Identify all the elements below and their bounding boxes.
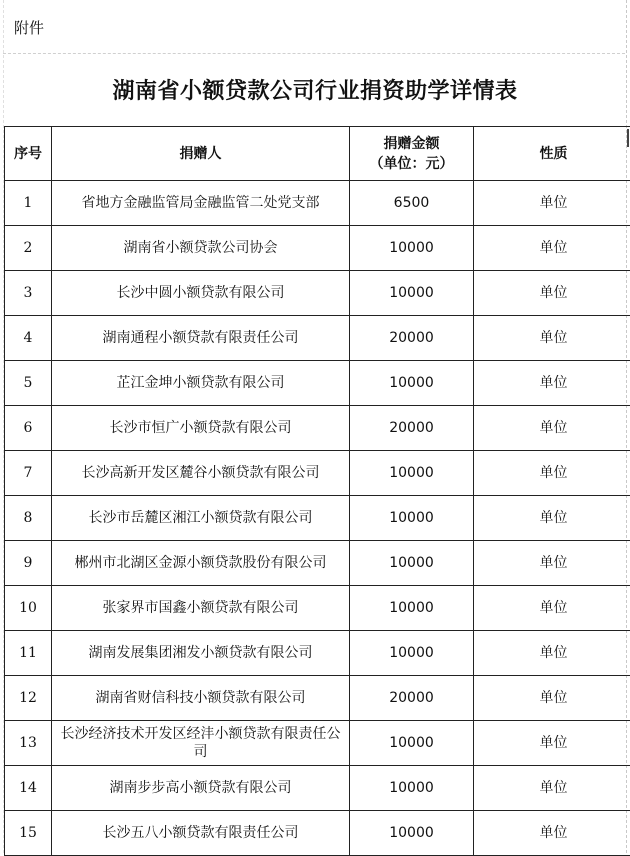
cell-donor: 湖南步步高小额贷款有限公司: [52, 766, 350, 811]
table-row: [5, 451, 630, 496]
cell-donor: 长沙市岳麓区湘江小额贷款有限公司: [52, 496, 350, 541]
cell-donor: 芷江金坤小额贷款有限公司: [52, 361, 350, 406]
table-row: [5, 721, 630, 766]
cell-amount: 10000: [350, 586, 474, 631]
cell-type: 单位: [474, 271, 630, 316]
cell-donor: 湖南通程小额贷款有限责任公司: [52, 316, 350, 361]
cell-donor: 长沙中圆小额贷款有限公司: [52, 271, 350, 316]
cell-type: 单位: [474, 226, 630, 271]
table-row: [5, 811, 630, 856]
annex-label: 附件: [14, 17, 44, 38]
cell-no: 14: [5, 766, 52, 811]
cell-amount: 10000: [350, 721, 474, 766]
table-row: [5, 631, 630, 676]
cell-no: 13: [5, 721, 52, 766]
cell-donor: 省地方金融监管局金融监管二处党支部: [52, 181, 350, 226]
cell-no: 9: [5, 541, 52, 586]
cell-amount: 10000: [350, 496, 474, 541]
donation-table: [4, 126, 630, 856]
cell-amount: 10000: [350, 226, 474, 271]
cell-donor: 郴州市北湖区金源小额贷款股份有限公司: [52, 541, 350, 586]
header-type: 性质: [474, 127, 630, 181]
table-row: [5, 316, 630, 361]
cell-no: 5: [5, 361, 52, 406]
cell-type: 单位: [474, 676, 630, 721]
cell-type: 单位: [474, 451, 630, 496]
cell-amount: 20000: [350, 406, 474, 451]
cell-type: 单位: [474, 316, 630, 361]
cell-donor: 张家界市国鑫小额贷款有限公司: [52, 586, 350, 631]
table-row: [5, 181, 630, 226]
cell-amount: 10000: [350, 766, 474, 811]
cell-amount: 10000: [350, 271, 474, 316]
cell-amount: 20000: [350, 676, 474, 721]
cell-no: 12: [5, 676, 52, 721]
cell-donor: 湖南发展集团湘发小额贷款有限公司: [52, 631, 350, 676]
cell-no: 1: [5, 181, 52, 226]
cell-no: 6: [5, 406, 52, 451]
cell-type: 单位: [474, 811, 630, 856]
cell-amount: 6500: [350, 181, 474, 226]
cell-amount: 10000: [350, 811, 474, 856]
table-row: [5, 766, 630, 811]
cell-no: 2: [5, 226, 52, 271]
cell-no: 8: [5, 496, 52, 541]
cell-type: 单位: [474, 406, 630, 451]
table-header-row: [5, 127, 630, 181]
cell-amount: 20000: [350, 316, 474, 361]
cell-type: 单位: [474, 766, 630, 811]
table-row: [5, 271, 630, 316]
header-donor: 捐赠人: [52, 127, 350, 181]
cell-no: 3: [5, 271, 52, 316]
cell-donor: 长沙五八小额贷款有限责任公司: [52, 811, 350, 856]
table-row: [5, 586, 630, 631]
table-row: [5, 496, 630, 541]
table-row: [5, 406, 630, 451]
cell-no: 11: [5, 631, 52, 676]
table-row: [5, 361, 630, 406]
table-row: [5, 541, 630, 586]
cell-amount: 10000: [350, 631, 474, 676]
cell-type: 单位: [474, 496, 630, 541]
cell-type: 单位: [474, 181, 630, 226]
header-divider: [3, 53, 625, 54]
cell-donor: 湖南省财信科技小额贷款有限公司: [52, 676, 350, 721]
cell-no: 4: [5, 316, 52, 361]
cell-type: 单位: [474, 361, 630, 406]
cell-amount: 10000: [350, 541, 474, 586]
page-title: 湖南省小额贷款公司行业捐资助学详情表: [0, 74, 630, 105]
cell-type: 单位: [474, 631, 630, 676]
header-amount-line2: （单位：元）: [352, 154, 471, 174]
cell-donor: 长沙高新开发区麓谷小额贷款有限公司: [52, 451, 350, 496]
cell-donor: 湖南省小额贷款公司协会: [52, 226, 350, 271]
header-amount-line1: 捐赠金额: [352, 134, 471, 154]
cell-no: 7: [5, 451, 52, 496]
cell-amount: 10000: [350, 361, 474, 406]
cell-type: 单位: [474, 541, 630, 586]
cell-donor: 长沙市恒广小额贷款有限公司: [52, 406, 350, 451]
cell-donor: 长沙经济技术开发区经沣小额贷款有限责任公司: [52, 721, 350, 766]
cell-no: 10: [5, 586, 52, 631]
cell-type: 单位: [474, 586, 630, 631]
cell-no: 15: [5, 811, 52, 856]
header-amount: [350, 127, 474, 181]
cell-type: 单位: [474, 721, 630, 766]
table-row: [5, 226, 630, 271]
table-row: [5, 676, 630, 721]
header-no: 序号: [5, 127, 52, 181]
cell-amount: 10000: [350, 451, 474, 496]
